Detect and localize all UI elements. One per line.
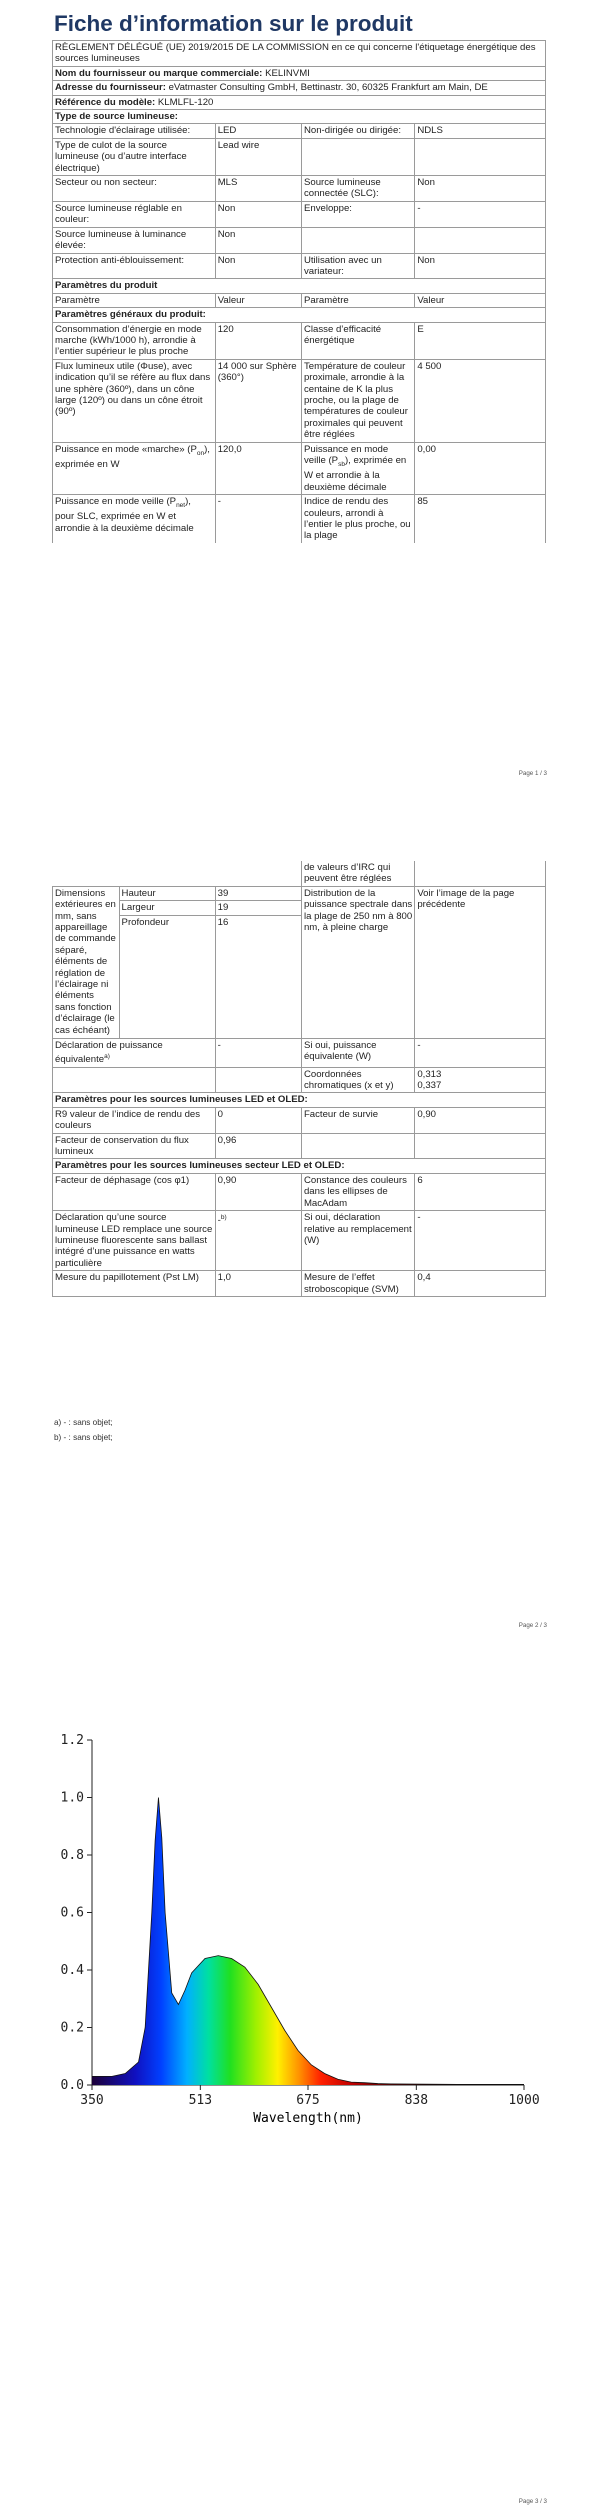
page-title: Fiche d’information sur le produit	[54, 11, 413, 36]
footnote-b: b) - : sans objet;	[54, 1433, 113, 1442]
cfl-label: Déclaration qu’une source lumineuse LED remplace une source lumineuse fluorescente sans ballast intégré d’une puissance en watts particulière	[53, 1211, 216, 1271]
y-tick-label: 1.2	[60, 1733, 84, 1748]
empty-cell	[215, 1067, 301, 1093]
chart-axes	[61, 1733, 540, 2108]
page-number: Page 3 / 3	[518, 2498, 547, 2505]
page-number: Page 1 / 3	[518, 770, 547, 777]
empty-cell	[415, 138, 546, 175]
phase-label: Facteur de déphasage (cos φ1)	[53, 1173, 216, 1210]
cap-label: Type de culot de la source lumineuse (ou d’autre interface électrique)	[53, 138, 216, 175]
flux-value: 14 000 sur Sphère (360°)	[215, 359, 301, 442]
efficiency-label: Classe d’efficacité énergétique	[301, 322, 414, 359]
empty-cell	[301, 1133, 414, 1159]
model-row: Référence du modèle: KLMLFL-120	[53, 95, 546, 109]
info-table-page-1	[52, 40, 546, 543]
col-param-header: Paramètre	[301, 293, 414, 307]
height-label: Hauteur	[119, 886, 215, 900]
y-tick-label: 1.0	[60, 1790, 84, 1806]
survival-label: Facteur de survie	[301, 1107, 414, 1133]
cri-cont-text: de valeurs d’IRC qui peuvent être réglées	[301, 861, 414, 886]
supplier-name-row: Nom du fournisseur ou marque commerciale: KELINVMI	[53, 66, 546, 80]
dimmable-value: Non	[415, 253, 546, 279]
lumen-maint-value: 0,96	[215, 1133, 301, 1159]
empty-cell	[415, 861, 546, 886]
on-power-label: Puissance en mode «marche» $(P_{on})$, exprimée en W	[53, 442, 216, 495]
spd-value: Voir l’image de la page précédente	[415, 886, 546, 1038]
dims-label: Dimensions extérieures en mm, sans appareillage de commande séparé, éléments de réglation de l’éclairage ni éléments sans fonction d’éclairage (le cas échéant)	[53, 886, 120, 1038]
phase-value: 0,90	[215, 1173, 301, 1210]
macadam-label: Constance des couleurs dans les ellipses de MacAdam	[301, 1173, 414, 1210]
spectrum-chart	[0, 1700, 591, 2510]
glare-value: Non	[215, 253, 301, 279]
chart-marks	[92, 1798, 524, 2086]
page-number: Page 2 / 3	[518, 1622, 547, 1629]
depth-value: 16	[215, 915, 301, 1038]
cri-value: 85	[415, 495, 546, 543]
x-tick-label: 675	[296, 2093, 320, 2108]
footnote-a: a) - : sans objet;	[54, 1418, 113, 1427]
standby-label: Puissance en mode veille $(P_{sb})$, exprimée en W et arrondie à la deuxième décimale	[301, 442, 414, 495]
macadam-value: 6	[415, 1173, 546, 1210]
y-tick-label: 0.0	[60, 2078, 84, 2093]
mains-led-heading: Paramètres pour les sources lumineuses secteur LED et OLED:	[53, 1159, 546, 1173]
high-lum-label: Source lumineuse à luminance élevée:	[53, 227, 216, 253]
depth-label: Profondeur	[119, 915, 215, 1038]
page-1	[0, 0, 591, 790]
led-heading: Paramètres pour les sources lumineuses LED et OLED:	[53, 1093, 546, 1107]
equiv-value: -	[215, 1038, 301, 1067]
empty-cell	[53, 1067, 216, 1093]
cfl-w-value: -	[415, 1211, 546, 1271]
spd-label: Distribution de la puissance spectrale dans la plage de 250 nm à 800 nm, à pleine charge	[301, 886, 414, 1038]
color-tunable-value: Non	[215, 201, 301, 227]
chroma-label: Coordonnées chromatiques (x et y)	[301, 1067, 414, 1093]
cri-label: Indice de rendu des couleurs, arrondi à l’entier le plus proche, ou la plage	[301, 495, 414, 543]
mains-value: MLS	[215, 176, 301, 202]
tech-label: Technologie d'éclairage utilisée:	[53, 124, 216, 138]
x-tick-label: 513	[188, 2093, 213, 2108]
equiv-w-label: Si oui, puissance équivalente (W)	[301, 1038, 414, 1067]
envelope-label: Enveloppe:	[301, 201, 414, 227]
empty-cell	[415, 1133, 546, 1159]
spectrum-area	[92, 1798, 524, 2086]
svm-value: 0,4	[415, 1271, 546, 1297]
width-label: Largeur	[119, 901, 215, 915]
x-axis-label: Wavelength(nm)	[253, 2111, 363, 2126]
flux-label: Flux lumineux utile (Φuse), avec indication qu’il se réfère au flux dans une sphère (360º), dans un cône large (120º) ou dans un cône étroit (90º)	[53, 359, 216, 442]
color-tunable-label: Source lumineuse réglable en couleur:	[53, 201, 216, 227]
equiv-label: Déclaration de puissance équivalente$^{a)}$	[53, 1038, 216, 1067]
col-value-header: Valeur	[215, 293, 301, 307]
efficiency-value: E	[415, 322, 546, 359]
empty-cell	[215, 861, 301, 886]
connected-value: Non	[415, 176, 546, 202]
energy-value: 120	[215, 322, 301, 359]
empty-cell	[415, 227, 546, 253]
cap-value: Lead wire	[215, 138, 301, 175]
flicker-label: Mesure du papillotement (Pst LM)	[53, 1271, 216, 1297]
supplier-address-row: Adresse du fournisseur: eVatmaster Consulting GmbH, Bettinastr. 30, 60325 Frankfurt am Main, DE	[53, 81, 546, 95]
standby-value: 0,00	[415, 442, 546, 495]
col-value-header: Valeur	[415, 293, 546, 307]
page-3	[0, 1700, 591, 2510]
energy-label: Consommation d’énergie en mode marche (kWh/1000 h), arrondie à l’entier supérieur le plus proche	[53, 322, 216, 359]
r9-value: 0	[215, 1107, 301, 1133]
envelope-value: -	[415, 201, 546, 227]
y-tick-label: 0.2	[60, 2020, 84, 2036]
empty-cell	[301, 138, 414, 175]
svm-label: Mesure de l’effet stroboscopique (SVM)	[301, 1271, 414, 1297]
tech-value: LED	[215, 124, 301, 138]
cfl-value: -$^{b)}$	[215, 1211, 301, 1271]
r9-label: R9 valeur de l’indice de rendu des couleurs	[53, 1107, 216, 1133]
height-value: 39	[215, 886, 301, 900]
y-tick-label: 0.4	[60, 1963, 84, 1978]
info-table-page-2	[52, 861, 546, 1297]
dimmable-label: Utilisation avec un variateur:	[301, 253, 414, 279]
glare-label: Protection anti-éblouissement:	[53, 253, 216, 279]
cct-value: 4 500	[415, 359, 546, 442]
params-heading: Paramètres du produit	[53, 279, 546, 293]
mains-label: Secteur ou non secteur:	[53, 176, 216, 202]
x-tick-label: 350	[80, 2093, 104, 2108]
cfl-w-label: Si oui, déclaration relative au remplacement (W)	[301, 1211, 414, 1271]
empty-cell	[53, 861, 216, 886]
survival-value: 0,90	[415, 1107, 546, 1133]
y-tick-label: 0.8	[60, 1848, 84, 1863]
regulation-text: RÈGLEMENT DÉLÉGUÉ (UE) 2019/2015 DE LA COMMISSION en ce qui concerne l'étiquetage énergétique des sources lumineuses	[53, 41, 546, 67]
general-heading: Paramètres généraux du produit:	[53, 308, 546, 322]
cct-label: Température de couleur proximale, arrondie à la centaine de K la plus proche, ou la plage de températures de couleur proximales qui peuvent être réglées	[301, 359, 414, 442]
on-power-value: 120,0	[215, 442, 301, 495]
width-value: 19	[215, 901, 301, 915]
connected-label: Source lumineuse connectée (SLC):	[301, 176, 414, 202]
col-param-header: Paramètre	[53, 293, 216, 307]
lumen-maint-label: Facteur de conservation du flux lumineux	[53, 1133, 216, 1159]
flicker-value: 1,0	[215, 1271, 301, 1297]
net-standby-label: Puissance en mode veille $(P_{net})$, pour SLC, exprimée en W et arrondie à la deuxième décimale	[53, 495, 216, 543]
x-tick-label: 838	[404, 2093, 429, 2108]
directional-value: NDLS	[415, 124, 546, 138]
directional-label: Non-dirigée ou dirigée:	[301, 124, 414, 138]
chroma-values: 0,313 0,337	[415, 1067, 546, 1093]
empty-cell	[301, 227, 414, 253]
x-tick-label: 1000	[508, 2093, 540, 2108]
source-type-heading: Type de source lumineuse:	[53, 110, 546, 124]
page-2	[0, 850, 591, 1630]
y-tick-label: 0.6	[60, 1905, 84, 1921]
equiv-w-value: -	[415, 1038, 546, 1067]
net-standby-value: -	[215, 495, 301, 543]
high-lum-value: Non	[215, 227, 301, 253]
